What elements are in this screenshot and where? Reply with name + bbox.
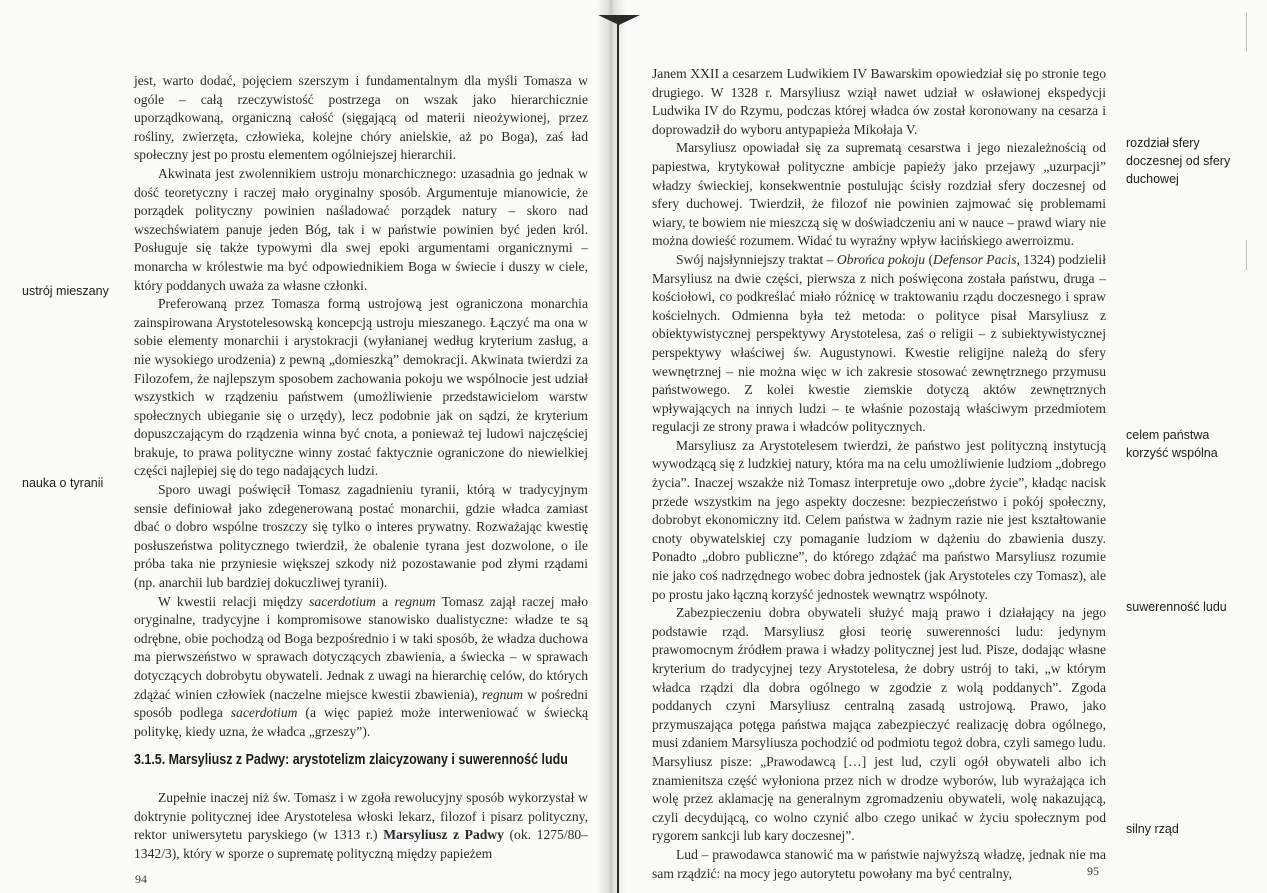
paragraph [134, 481, 588, 593]
italic-text: sacerdotium [230, 705, 298, 721]
paragraph [652, 65, 1106, 139]
text-run: ( [925, 251, 934, 267]
bold-text: Marsyliusz z Padwy [383, 827, 504, 843]
text-run: Preferowaną przez Tomasza formą ustrojową jest ograniczona monarchia zainspirowana Arystotelesowską koncepcją ustroju mieszanego. Łączyć ma ona w sobie elementy monarchii i arystokracji (wyłanianej według kryterium zasług, a nie wysokiego urodzenia) z pewną „domieszką” demokracji. Akwinata twierdzi za Filozofem, że najlepszym sposobem zachowania pokoju we wspólnocie jest udział wszystkich w rządzeniu państwem (umożliwienie przedstawicielom warstw społecznych ubieganie się o urzędy), lecz podobnie jak on sądzi, że kryterium dopuszczającym do rządzenia winna być cnota, a ponieważ tej ludowi najczęściej brakuje, to prawa polityczne winny zostać faktycznie ograniczone do niewielkiej części najlepiej się do tego nadających ludzi. [134, 296, 588, 479]
text-run: Marsyliusz opowiadał się za suprematą cesarstwa i jego niezależnością od papiestwa, krytykował polityczne ambicje papieży jako przejawy „uzurpacji” władzy świeckiej, konsekwentnie postulując ścisły rozdział sfery doczesnej od sfery duchowej. Twierdził, że filozof nie powinien zajmować się problemami wiary, te bowiem nie mieszczą się w doświadczeniu ani w nauce – prawd wiary nie można dowieść rozumem. Widać tu wyraźny wpływ łacińskiego awerroizmu. [652, 140, 1106, 249]
paragraph [134, 295, 588, 481]
edge-tick [1246, 12, 1247, 52]
gutter-mark-icon [598, 14, 640, 26]
italic-text: regnum [394, 593, 436, 609]
italic-text: Defensor Pacis [933, 251, 1017, 267]
text-run: Zabezpieczeniu dobra obywateli służyć mają prawo i działający na jego podstawie rząd. Marsyliusz głosi teorię suwerenności ludu: jedynym prawomocnym źródłem prawa i władzy politycznej jest lud. Pisze, dodając własne kryterium do tradycyjnej tezy Arystotelesa, że dobry ustrój to taki, „w którym władca rządzi dla dobra ogólnego w zgodzie z wolą poddanych”. Zgoda poddanych czyni Marsyliusz centralną zasadą ustrojową. Prawo, jako przymuszająca potęga państwa mająca zabezpieczyć realizację dobra ogólnego, musi zdaniem Marsyliusza pochodzić od podmiotu tegoż dobra, czyli samego ludu. Marsyliusz pisze: „Prawodawcą […] jest lud, czyli ogół obywateli albo ich znamienitsza część wyłoniona przez nich w drodze wyborów, lub wyrażająca ich wolę przez aklamację na generalnym zgromadzeniu obywateli, wolę nakazującą, czyli decydującą, co wolno czynić albo czego unikać w życiu społecznym pod rygorem sankcji lub kary doczesnej”. [652, 605, 1106, 844]
paragraph [652, 139, 1106, 251]
margin-note-sovereignty: suwerenność ludu [1126, 600, 1227, 614]
left-body-text [134, 72, 588, 741]
text-run: Janem XXII a cesarzem Ludwikiem IV Bawarskim opowiedział się po stronie tego drugiego. W 1328 r. Marsyliusz wziął nawet udział w osławionej ekspedycji Ludwika IV do Rzymu, podczas której władca ów został koronowany na cesarza i doprowadził do wyboru antypapieża Mikołaja V. [652, 66, 1106, 137]
margin-note-strong-government: silny rząd [1126, 822, 1179, 836]
page-number-left: 94 [135, 872, 147, 886]
gutter-line [617, 20, 619, 893]
right-body-text [652, 65, 1106, 883]
margin-note-separation: rozdział sfery doczesnej od sfery duchowej [1126, 136, 1231, 186]
text-run: Marsyliusz za Arystotelesem twierdzi, że państwo jest polityczną instytucją wywodzącą się z ludzkiej natury, która ma na celu umożliwienie ludziom „dobrego życia”. Inaczej wszakże niż Tomasz interpretuje owo „dobre życie”, kładąc nacisk przede wszystkim na jego aspekty doczesne: bezpieczeństwo i pokój społeczny, dobrobyt ekonomiczny itd. Celem państwa w żadnym razie nie jest kształtowanie cnoty obywatelskiej czy pomaganie ludziom w dążeniu do zbawienia duszy. Ponadto „dobro publiczne”, do którego zdążać ma państwo Marsyliusz rozumie nie jako coś nadrzędnego wobec dobra jednostek (jak Arystoteles czy Tomasz), ale po prostu jako łączną korzyść jednostek wewnątrz wspólnoty. [652, 437, 1106, 602]
text-run: Swój najsłynniejszy traktat – [676, 251, 837, 267]
paragraph [134, 593, 588, 742]
text-run: Akwinata jest zwolennikiem ustroju monarchicznego: uzasadnia go jednak w dość teoretyczny i raczej mało oryginalny sposób. Argumentuje mianowicie, że porządek polityczny powinien naśladować porządek natury – skoro nad wszechświatem panuje jeden Bóg, tak i w państwie powinien być jeden król. Posługuje się także typowymi dla swej epoki argumentami organicznymi – monarcha w królestwie ma być odpowiednikiem Boga w świecie i duszy w ciele, który poddanych uważa za własne członki. [134, 165, 588, 293]
text-run: (ok. 1275/80–1342/3), który w sporze o suprematę polityczną między papieżem [134, 827, 589, 861]
italic-text: regnum [482, 686, 524, 702]
section-heading: 3.1.5. Marsyliusz z Padwy: arystotelizm zlaicyzowany i suwerenność ludu [134, 752, 568, 768]
paragraph [652, 846, 1106, 883]
edge-tick [1246, 240, 1247, 270]
book-gutter [596, 0, 626, 893]
italic-text: sacerdotium [309, 593, 376, 609]
paragraph [652, 604, 1106, 846]
margin-note-tyranny: nauka o tyranii [22, 476, 104, 490]
margin-note-common-good: celem państwa korzyść wspólna [1126, 428, 1218, 460]
text-run: Tomasz zajął raczej mało oryginalne, tradycyjne i kompromisowe stanowisko dualistyczne: władze te są odrębne, obie pochodzą od Boga bezpośrednio i w taki sposób, że władza duchowa ma pierwszeństwo w sprawach dotyczących zbawienia, a świecka – w sprawach dotyczących dobrobytu obywateli. Jednak z uwagi na hierarchię celów, do których zdążać winien człowiek (naczelne miejsce kwestii zbawienia), [134, 593, 588, 702]
text-run: , 1324) podzielił Marsyliusz na dwie części, pierwsza z nich poświęcona została państwu, druga – kościołowi, co podkreślać miało różnicę w traktowaniu rządu doczesnego i spraw kościelnych. Odmienna była też metoda: o polityce pisał Marsyliusz z obiektywistycznej perspektywy Arystotelesa, zaś o religii – z subiektywistycznej perspektywy właściwej św. Augustynowi. Kwestie religijne należą do sfery wewnętrznej – nie można więc w ich zakresie stosować zewnętrznego przymusu państwowego. Z kolei kwestie ziemskie dotyczą aktów zewnętrznych wpływających na innych ludzi – te właśnie pozostają właściwym przedmiotem regulacji ze strony prawa i władców politycznych. [652, 251, 1106, 435]
text-run: Lud – prawodawca stanowić ma w państwie najwyższą władzę, jednak nie ma sam rządzić: na mocy jego autorytetu powołany ma być centralny, [652, 846, 1106, 881]
text-run: Zupełnie inaczej niż św. Tomasz i w zgoła rewolucyjny sposób wykorzystał w doktrynie politycznej idee Arystotelesa włoski lekarz, filozof i pisarz polityczny, rektor uniwersytetu paryskiego (w 1313 r.) [134, 790, 588, 843]
text-run: w pośredni sposób podlega [134, 686, 588, 721]
italic-text: Obrońca pokoju [836, 251, 926, 267]
page-number-right: 95 [1087, 864, 1099, 878]
paragraph [134, 789, 588, 863]
paragraph [652, 251, 1106, 437]
paragraph [134, 72, 588, 165]
paragraph [652, 437, 1106, 604]
text-run: jest, warto dodać, pojęciem szerszym i fundamentalnym dla myśli Tomasza w ogóle – całą rzeczywistość postrzega on wszak jako hierarchicznie uporządkowaną, organiczną całość (sięgającą od materii nieożywionej, przez rośliny, zwierzęta, człowieka, kolejne chóry anielskie, aż po Boga), zaś ład społeczny jest po prostu elementem ogólniejszej hierarchii. [134, 73, 588, 163]
text-run: (a więc papież może interweniować w świecką politykę, kiedy uzna, że władca „grzeszy”). [134, 705, 588, 739]
text-run: W kwestii relacji między [158, 593, 310, 609]
left-post-heading-text [134, 789, 588, 863]
paragraph [134, 165, 588, 295]
margin-note-mixed-regime: ustrój mieszany [22, 284, 109, 298]
text-run: Sporo uwagi poświęcił Tomasz zagadnieniu tyranii, którą w tradycyjnym sensie definiował jako zdegenerowaną postać monarchii, gdzie władca zamiast dbać o dobro wspólne troszczy się tylko o interes prywatny. Rozważając kwestię posłuszeństwa politycznego twierdził, że obalenie tyrana jest dozwolone, o ile próba taka nie przyniesie większej szkody niż pozostawanie pod złymi rządami (np. anarchii lub bardziej dokuczliwej tyranii). [134, 482, 588, 591]
text-run: a [375, 593, 395, 609]
